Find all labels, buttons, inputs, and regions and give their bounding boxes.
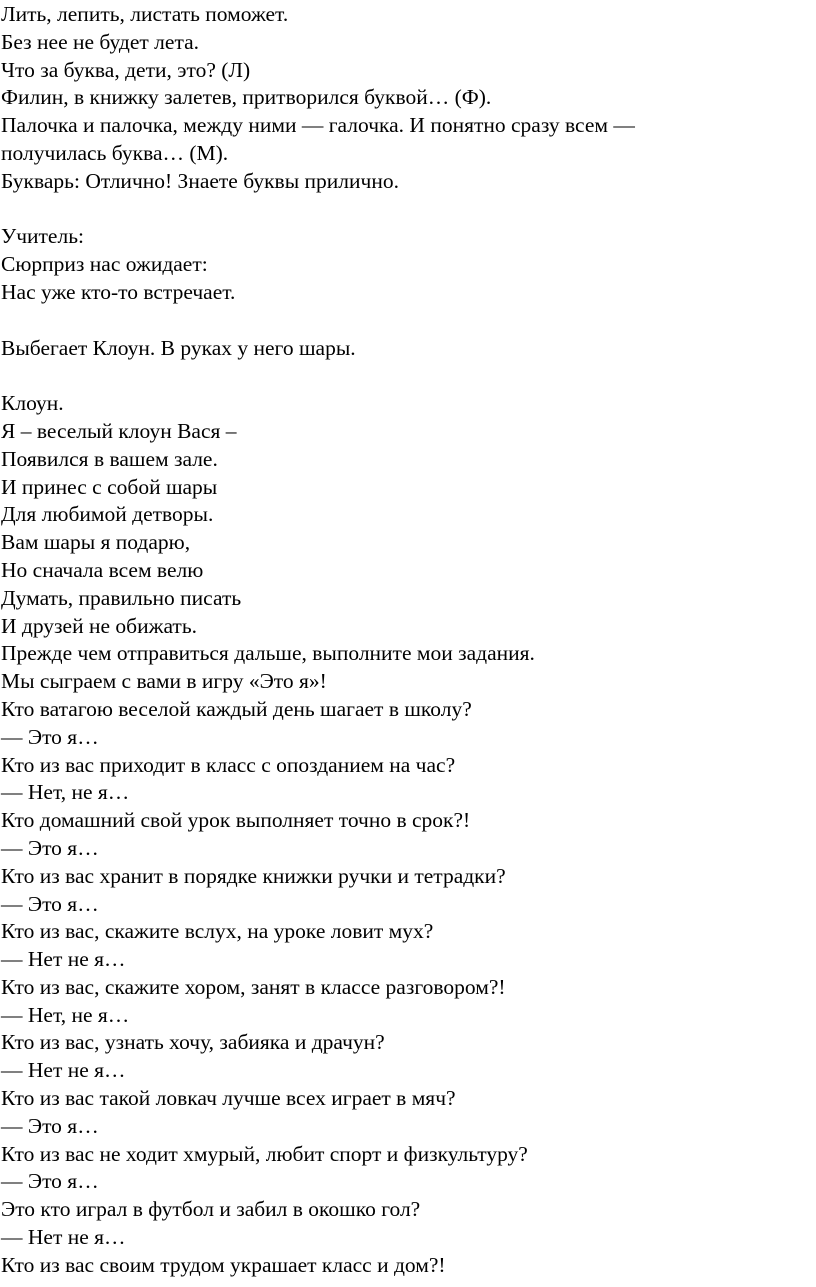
question-line: Кто из вас приходит в класс с опозданием на час?: [1, 752, 456, 777]
text-line: Мы сыграем с вами в игру «Это я»!: [1, 669, 327, 694]
text-line: Что за буква, дети, это? (Л): [1, 57, 251, 82]
text-line: И друзей не обижать.: [1, 613, 198, 638]
text-line: Для любимой детворы.: [1, 502, 214, 527]
text-line: Лить, лепить, листать поможет.: [1, 2, 289, 26]
answer-line: — Нет не я…: [1, 1225, 126, 1250]
text-line: Без нее не будет лета.: [1, 29, 200, 54]
text-line: Палочка и палочка, между ними — галочка. И понятно сразу всем —: [1, 113, 635, 138]
answer-line: — Это я…: [1, 724, 99, 749]
text-line: получилась буква… (М).: [1, 140, 229, 165]
speaker-label: Учитель:: [1, 224, 84, 249]
answer-line: — Нет, не я…: [1, 1002, 130, 1027]
blank-line: [1, 196, 813, 224]
question-line: Кто из вас хранит в порядке книжки ручки и тетрадки?: [1, 863, 506, 888]
text-line: Вам шары я подарю,: [1, 530, 191, 555]
text-line: И принес с собой шары: [1, 474, 218, 499]
question-line: Кто из вас, узнать хочу, забияка и драчун?: [1, 1030, 385, 1055]
question-line: Кто из вас не ходит хмурый, любит спорт и физкультуру?: [1, 1141, 528, 1166]
answer-line: — Это я…: [1, 1113, 99, 1138]
document-page: [1, 1, 813, 1280]
text-line: Нас уже кто-то встречает.: [1, 279, 236, 304]
answer-line: — Нет не я…: [1, 1058, 126, 1083]
blank-line: [1, 307, 813, 335]
text-line: Появился в вашем зале.: [1, 446, 218, 471]
question-line: Это кто играл в футбол и забил в окошко гол?: [1, 1197, 421, 1222]
answer-line: — Это я…: [1, 835, 99, 860]
answer-line: — Это я…: [1, 891, 99, 916]
text-line: Я – веселый клоун Вася –: [1, 418, 237, 443]
question-line: Кто домашний свой урок выполняет точно в срок?!: [1, 808, 471, 833]
question-line: Кто из вас, скажите хором, занят в классе разговором?!: [1, 974, 506, 999]
text-line: Прежде чем отправиться дальше, выполните мои задания.: [1, 641, 535, 666]
text-line: Букварь: Отлично! Знаете буквы прилично.: [1, 168, 399, 193]
answer-line: — Это я…: [1, 1169, 99, 1194]
text-line: Филин, в книжку залетев, притворился буквой… (Ф).: [1, 85, 492, 110]
answer-line: — Нет, не я…: [1, 780, 130, 805]
answer-line: — Нет не я…: [1, 947, 126, 972]
question-line: Кто ватагою веселой каждый день шагает в школу?: [1, 696, 472, 721]
question-line: Кто из вас своим трудом украшает класс и дом?!: [1, 1252, 446, 1277]
text-line: Думать, правильно писать: [1, 585, 242, 610]
text-line: Но сначала всем велю: [1, 557, 204, 582]
stage-direction: Выбегает Клоун. В руках у него шары.: [1, 335, 356, 360]
blank-line: [1, 362, 813, 390]
speaker-label: Клоун.: [1, 391, 64, 416]
question-line: Кто из вас, скажите вслух, на уроке ловит мух?: [1, 919, 434, 944]
text-line: Сюрприз нас ожидает:: [1, 252, 208, 277]
question-line: Кто из вас такой ловкач лучше всех играет в мяч?: [1, 1086, 456, 1111]
